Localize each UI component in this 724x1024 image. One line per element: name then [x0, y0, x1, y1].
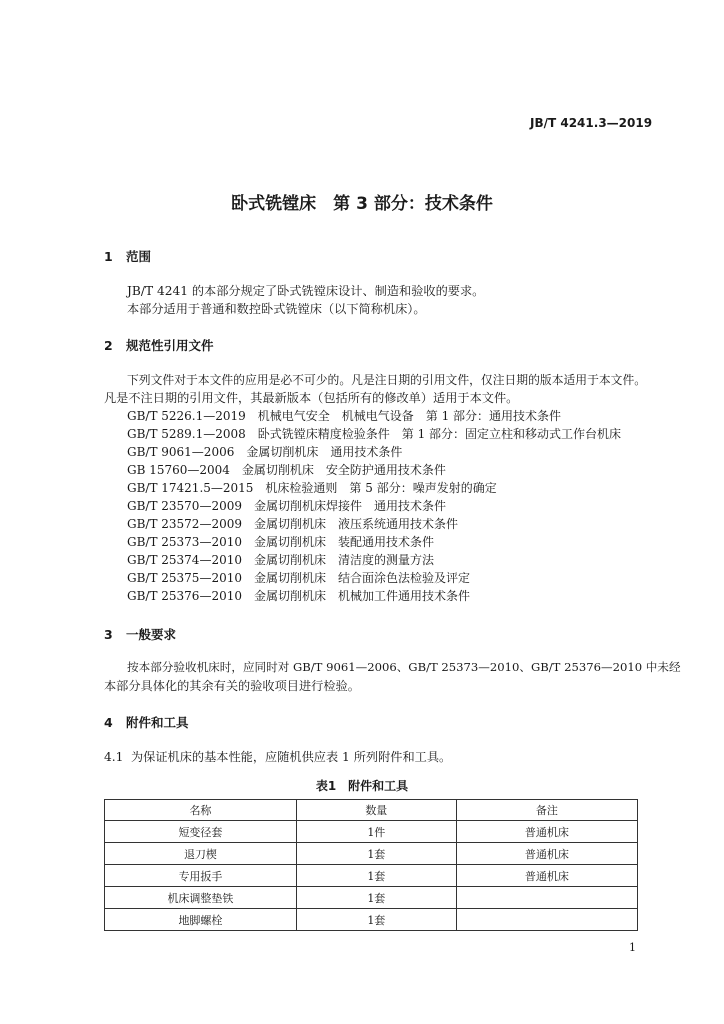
clause-4-1: [104, 748, 451, 765]
table-row: [105, 887, 638, 909]
section-1-line-1: JB/T 4241 的本部分规定了卧式铣镗床设计、制造和验收的要求。: [127, 284, 485, 298]
section-1-number: 1: [104, 249, 113, 264]
column-header-quantity: 数量: [296, 800, 456, 821]
section-2-heading: [104, 336, 214, 354]
table-row: [105, 909, 638, 931]
reference-item: GB/T 23572—2009 金属切削机床 液压系统通用技术条件: [127, 517, 458, 531]
section-4-number: 4: [104, 715, 113, 730]
table-row: [105, 843, 638, 865]
section-1-title: 范围: [126, 249, 152, 264]
cell-name: 短变径套: [105, 821, 297, 843]
column-header-remark: 备注: [456, 800, 637, 821]
clause-4-1-text: 为保证机床的基本性能，应随机供应表 1 所列附件和工具。: [131, 750, 452, 764]
reference-item: GB/T 5289.1—2008 卧式铣镗床精度检验条件 第 1 部分：固定立柱和移动式工作台机床: [127, 427, 622, 441]
reference-item: GB/T 25375—2010 金属切削机床 结合面涂色法检验及评定: [127, 571, 470, 585]
section-3-title: 一般要求: [126, 627, 177, 642]
cell-quantity: 1套: [296, 909, 456, 931]
standard-number: JB/T 4241.3—2019: [530, 116, 653, 130]
clause-4-1-number: 4.1: [104, 750, 124, 764]
cell-quantity: 1套: [296, 843, 456, 865]
section-1-line-2: 本部分适用于普通和数控卧式铣镗床（以下简称机床）。: [127, 302, 426, 316]
cell-name: 地脚螺栓: [105, 909, 297, 931]
section-3-line-1: 按本部分验收机床时，应同时对 GB/T 9061—2006、GB/T 25373—2010、GB/T 25376—2010 中未经: [127, 660, 681, 674]
reference-item: GB/T 17421.5—2015 机床检验通则 第 5 部分：噪声发射的确定: [127, 481, 497, 495]
reference-item: GB/T 25376—2010 金属切削机床 机械加工件通用技术条件: [127, 589, 470, 603]
cell-remark: 普通机床: [456, 865, 637, 887]
table-row: [105, 821, 638, 843]
section-2-number: 2: [104, 338, 113, 353]
document-title: 卧式铣镗床 第 3 部分：技术条件: [231, 194, 493, 214]
cell-name: 专用扳手: [105, 865, 297, 887]
section-4-title: 附件和工具: [126, 715, 189, 730]
reference-item: GB/T 25373—2010 金属切削机床 装配通用技术条件: [127, 535, 434, 549]
section-1-heading: [104, 247, 151, 265]
table-caption: 表1 附件和工具: [315, 779, 409, 793]
reference-item: GB/T 23570—2009 金属切削机床焊接件 通用技术条件: [127, 499, 446, 513]
cell-quantity: 1套: [296, 865, 456, 887]
section-2-intro-line-1: 下列文件对于本文件的应用是必不可少的。凡是注日期的引用文件，仅注日期的版本适用于本文件。: [127, 373, 647, 387]
cell-remark: [456, 909, 637, 931]
cell-remark: 普通机床: [456, 843, 637, 865]
section-3-line-2: 本部分具体化的其余有关的验收项目进行检验。: [104, 679, 360, 693]
section-3-number: 3: [104, 627, 113, 642]
accessories-table: [104, 799, 638, 931]
section-3-heading: [104, 625, 176, 643]
reference-item: GB/T 5226.1—2019 机械电气安全 机械电气设备 第 1 部分：通用技术条件: [127, 409, 562, 423]
reference-item: GB/T 9061—2006 金属切削机床 通用技术条件: [127, 445, 403, 459]
table-header-row: [105, 800, 638, 821]
section-2-title: 规范性引用文件: [126, 338, 214, 353]
cell-remark: 普通机床: [456, 821, 637, 843]
page-number: 1: [629, 941, 636, 954]
cell-name: 退刀楔: [105, 843, 297, 865]
cell-quantity: 1套: [296, 887, 456, 909]
column-header-name: 名称: [105, 800, 297, 821]
section-4-heading: [104, 713, 189, 731]
reference-item: GB 15760—2004 金属切削机床 安全防护通用技术条件: [127, 463, 446, 477]
cell-quantity: 1件: [296, 821, 456, 843]
cell-name: 机床调整垫铁: [105, 887, 297, 909]
section-2-intro-line-2: 凡是不注日期的引用文件，其最新版本（包括所有的修改单）适用于本文件。: [104, 391, 519, 405]
cell-remark: [456, 887, 637, 909]
reference-item: GB/T 25374—2010 金属切削机床 清洁度的测量方法: [127, 553, 434, 567]
table-row: [105, 865, 638, 887]
